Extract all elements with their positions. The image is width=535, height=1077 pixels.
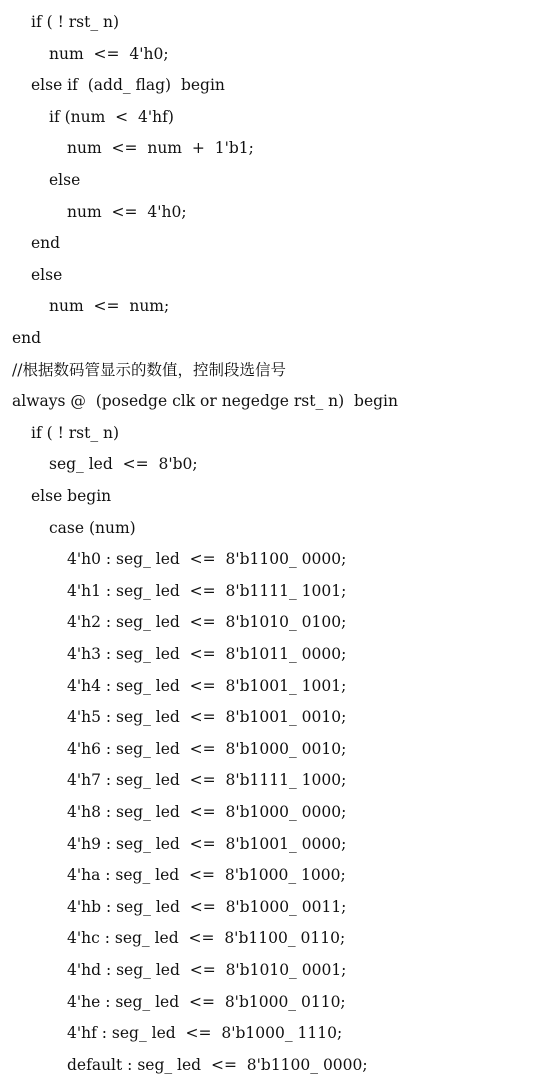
code-line-8: end	[31, 234, 61, 253]
case-line-ha: 4'ha : seg_ led <= 8'b1000_ 1000;	[67, 866, 346, 885]
case-line-h7: 4'h7 : seg_ led <= 8'b1111_ 1000;	[67, 771, 347, 790]
case-line-hc: 4'hc : seg_ led <= 8'b1100_ 0110;	[67, 929, 346, 948]
code-line-3: else if (add_ flag) begin	[31, 76, 225, 95]
code-comment: //根据数码管显示的数值，控制段选信号	[12, 360, 286, 379]
code-line-16: else begin	[31, 487, 112, 505]
code-line-9: else	[31, 265, 63, 284]
code-line-17: case (num)	[49, 518, 136, 537]
case-line-hf: 4'hf : seg_ led <= 8'b1000_ 1110;	[67, 1024, 343, 1043]
code-line-10: num <= num;	[49, 297, 170, 316]
case-line-he: 4'he : seg_ led <= 8'b1000_ 0110;	[67, 992, 346, 1011]
case-line-hb: 4'hb : seg_ led <= 8'b1000_ 0011;	[67, 897, 347, 916]
case-line-h5: 4'h5 : seg_ led <= 8'b1001_ 0010;	[67, 708, 347, 727]
case-line-h8: 4'h8 : seg_ led <= 8'b1000_ 0000;	[67, 803, 347, 821]
case-line-h2: 4'h2 : seg_ led <= 8'b1010_ 0100;	[67, 613, 347, 632]
case-line-h6: 4'h6 : seg_ led <= 8'b1000_ 0010;	[67, 739, 347, 758]
code-line-11: end	[12, 329, 42, 347]
code-line-13: always @ (posedge clk or negedge rst_ n) begin	[12, 392, 399, 411]
code-line-4: if (num < 4'hf)	[49, 107, 174, 126]
case-line-h0: 4'h0 : seg_ led <= 8'b1100_ 0000;	[67, 550, 347, 569]
code-line-7: num <= 4'h0;	[67, 202, 187, 221]
case-line-h4: 4'h4 : seg_ led <= 8'b1001_ 1001;	[67, 676, 347, 695]
code-line-5: num <= num + 1'b1;	[67, 139, 254, 158]
code-line-14: if ( ! rst_ n)	[31, 423, 120, 442]
code-line-2: num <= 4'h0;	[49, 44, 169, 63]
case-line-h3: 4'h3 : seg_ led <= 8'b1011_ 0000;	[67, 645, 347, 663]
case-line-h1: 4'h1 : seg_ led <= 8'b1111_ 1001;	[67, 581, 347, 600]
case-line-hd: 4'hd : seg_ led <= 8'b1010_ 0001;	[67, 961, 347, 979]
case-line-default: default : seg_ led <= 8'b1100_ 0000;	[67, 1055, 368, 1074]
code-line-15: seg_ led <= 8'b0;	[49, 455, 198, 474]
code-line-6: else	[49, 171, 81, 189]
code-line-1: if ( ! rst_ n)	[31, 13, 120, 31]
case-line-h9: 4'h9 : seg_ led <= 8'b1001_ 0000;	[67, 834, 347, 853]
